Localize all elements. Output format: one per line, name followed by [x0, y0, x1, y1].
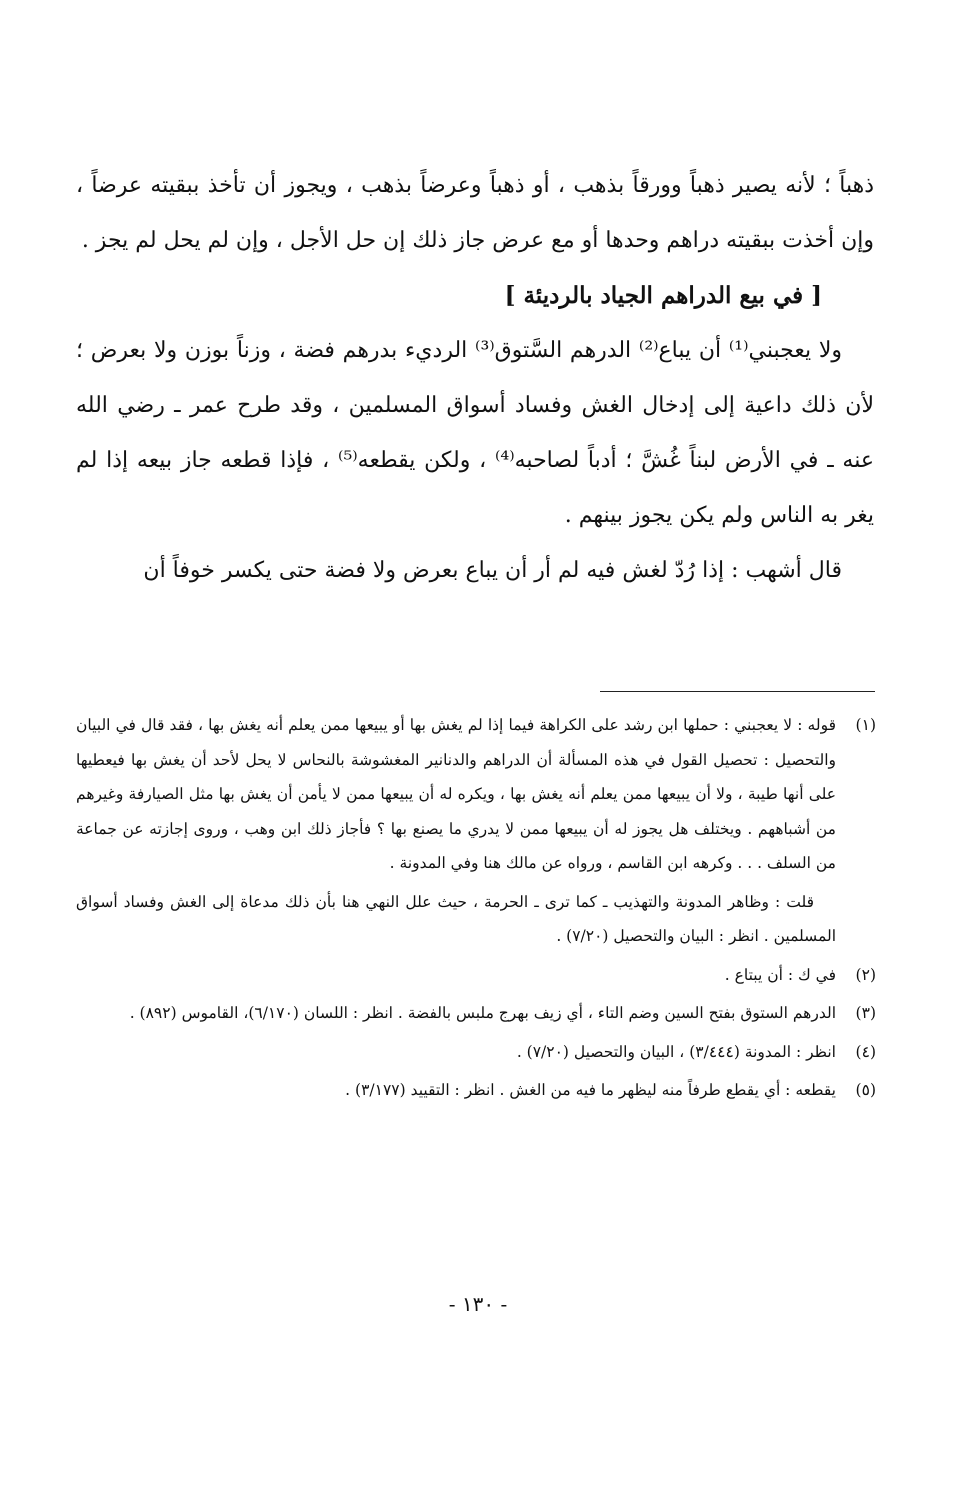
footnote-number: (٥) — [855, 1081, 876, 1099]
footnote-body — [76, 958, 836, 993]
footnote-number: (٤) — [855, 1042, 876, 1061]
footnote-4 — [76, 1035, 876, 1070]
footnote-continuation: قلت : وظاهر المدونة والتهذيب ـ كما ترى ـ الحرمة ، حيث علل النهي هنا بأن ذلك مدعاة إلى الغش وفساد أسواق المسلمين . انظر : البيان والتحصيل (٧/٢٠) . — [76, 892, 836, 945]
footnote-body — [76, 1035, 836, 1070]
paragraph: قال أشهب : إذا رُدّ لغش فيه لم أر أن يباع بعرض ولا فضة حتى يكسر خوفاً أن — [143, 558, 842, 583]
footnote-number: (٣) — [855, 1004, 876, 1022]
footnote-body — [76, 708, 836, 954]
footnote-body — [76, 1073, 836, 1108]
paragraph: ذهباً ؛ لأنه يصير ذهباً وورقاً بذهب ، أو ذهباً وعرضاً بذهب ، ويجوز أن تأخذ ببقيته عرضاً ، وإن أخذت ببقيته دراهم وحدها أو مع عرض جاز ذلك إن حل الأجل ، وإن لم يحل لم يجز . — [76, 173, 874, 253]
footnote-2 — [76, 958, 876, 993]
footnote-number: (٢) — [855, 965, 876, 984]
paragraph: ولا يعجبني⁽¹⁾ أن يباع⁽²⁾ الدرهم السَّتوق⁽³⁾ الرديء بدرهم فضة ، وزناً بوزن ولا بعرض ؛ لأن ذلك داعية إلى إدخال الغش وفساد أسواق المسلمين ، وقد طرح عمر ـ رضي الله عنه ـ في الأرض لبناً غُشَّ ؛ أدباً لصاحبه⁽⁴⁾ ، ولكن يقطعه⁽⁵⁾ ، فإذا قطعه جاز بيعه إذا لم يغر به الناس ولم يكن يجوز بينهم . — [76, 338, 874, 528]
footnote-3 — [76, 996, 876, 1031]
footnote-1 — [76, 708, 876, 954]
footnote-text: انظر : المدونة (٣/٤٤٤) ، البيان والتحصيل (٧/٢٠) . — [516, 1042, 836, 1061]
footnote-text: يقطعه : أي يقطع طرفاً منه ليظهر ما فيه من الغش . انظر : التقييد (٣/١٧٧) . — [345, 1081, 836, 1099]
footnotes — [76, 708, 876, 1112]
footnote-text: في ك : أن يبتاع . — [724, 965, 836, 984]
footnote-divider — [600, 691, 875, 692]
page-number: - ١٣٠ - — [448, 1292, 508, 1316]
footnote-text: الدرهم الستوق بفتح السين وضم التاء ، أي زيف بهرج ملبس بالفضة . انظر : اللسان (٦/١٧٠)، القاموس (٨٩٢) . — [129, 1004, 836, 1022]
footnote-5 — [76, 1073, 876, 1108]
footnote-number: (١) — [855, 716, 876, 734]
section-heading: [ في بيع الدراهم الجياد بالرديئة ] — [504, 282, 822, 309]
footnote-text: قوله : لا يعجبني : حملها ابن رشد على الكراهة فيما إذا لم يغش بها أو يبيعها ممن يعلم أنه يغش بها ، فقد قال في البيان والتحصيل : تحصيل القول في هذه المسألة أن الدراهم والدنانير المغشوشة بالنحاس لا يحل لأحد أن يغش بها فيعطيها على أنها طيبة ، ولا أن يبيعها ممن يعلم أنه يغش بها ، ويكره له أن يبيعها ممن لا يأمن أن يغش بها مثل الصيارفة وغيرهم من أشباههم . ويختلف هل يجوز له أن يبيعها ممن لا يدري ما يصنع بها ؟ فأجاز ذلك ابن وهب ، وروى إجازته عن جماعة من السلف . . . وكرهه ابن القاسم ، ورواه عن مالك هنا وفي المدونة . — [76, 716, 836, 872]
main-text — [76, 158, 874, 598]
footnote-body — [76, 996, 836, 1031]
